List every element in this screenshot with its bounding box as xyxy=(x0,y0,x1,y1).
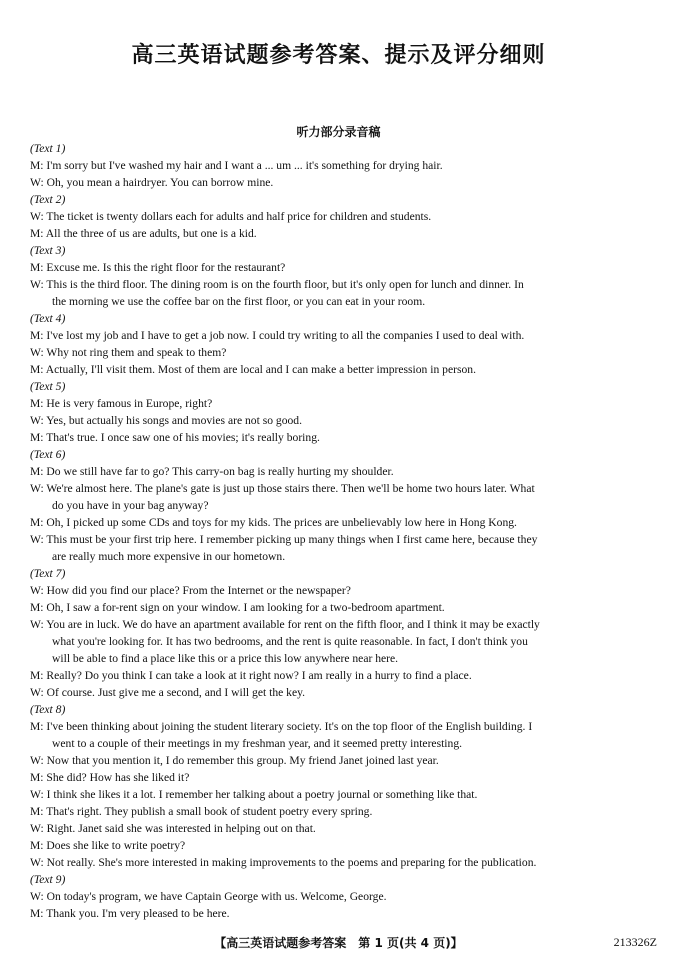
transcript-line: M: All the three of us are adults, but one is a kid. xyxy=(30,227,257,240)
transcript-line: M: Thank you. I'm very pleased to be here. xyxy=(30,907,230,920)
transcript-line: W: I think she likes it a lot. I remember her talking about a poetry journal or something like that. xyxy=(30,788,478,801)
transcript-line: M: She did? How has she liked it? xyxy=(30,771,190,784)
text-number-heading: (Text 8) xyxy=(30,703,66,716)
transcript xyxy=(30,140,652,922)
transcript-line: M: Oh, I picked up some CDs and toys for my kids. The prices are unbelievably low here in Hong Kong. xyxy=(30,516,517,529)
transcript-line: will be able to find a place like this or a price this low anywhere near here. xyxy=(52,652,399,665)
text-number-heading: (Text 5) xyxy=(30,380,66,393)
text-number-heading: (Text 6) xyxy=(30,448,66,461)
transcript-line: went to a couple of their meetings in my freshman year, and it seemed pretty interesting. xyxy=(52,737,463,750)
transcript-line: M: Does she like to write poetry? xyxy=(30,839,186,852)
transcript-line: M: Really? Do you think I can take a look at it right now? I am really in a hurry to find a place. xyxy=(30,669,472,682)
text-number-heading: (Text 7) xyxy=(30,567,66,580)
transcript-line: M: I've been thinking about joining the student literary society. It's on the top floor of the English building. I xyxy=(30,720,533,733)
transcript-line: W: How did you find our place? From the Internet or the newspaper? xyxy=(30,584,351,597)
transcript-line: M: Excuse me. Is this the right floor for the restaurant? xyxy=(30,261,286,274)
transcript-line: W: On today's program, we have Captain George with us. Welcome, George. xyxy=(30,890,387,903)
transcript-line: M: That's true. I once saw one of his movies; it's really boring. xyxy=(30,431,320,444)
text-number-heading: (Text 2) xyxy=(30,193,66,206)
transcript-line: W: This is the third floor. The dining room is on the fourth floor, but it's only open for lunch and dinner. In xyxy=(30,278,524,291)
transcript-line: W: You are in luck. We do have an apartment available for rent on the fifth floor, and I think it may be exactly xyxy=(30,618,540,631)
text-number-heading: (Text 3) xyxy=(30,244,66,257)
transcript-line: the morning we use the coffee bar on the first floor, or you can eat in your room. xyxy=(52,295,426,308)
transcript-line: M: Do we still have far to go? This carry-on bag is really hurting my shoulder. xyxy=(30,465,394,478)
page-title: 高三英语试题参考答案、提示及评分细则 xyxy=(131,43,546,68)
page-footer: 【高三英语试题参考答案 第 1 页(共 4 页)】 xyxy=(214,936,463,950)
transcript-line: what you're looking for. It has two bedrooms, and the rent is quite reasonable. In fact, I don't think you xyxy=(52,635,528,648)
transcript-line: W: Oh, you mean a hairdryer. You can borrow mine. xyxy=(30,176,274,189)
transcript-line: are really much more expensive in our hometown. xyxy=(52,550,286,563)
transcript-line: W: The ticket is twenty dollars each for adults and half price for children and students. xyxy=(30,210,432,223)
text-number-heading: (Text 9) xyxy=(30,873,66,886)
transcript-line: W: This must be your first trip here. I remember picking up many things when I first came here, because they xyxy=(30,533,538,546)
transcript-line: M: I've lost my job and I have to get a job now. I could try writing to all the companies I used to deal with. xyxy=(30,329,525,342)
transcript-line: W: Of course. Just give me a second, and I will get the key. xyxy=(30,686,306,699)
transcript-line: W: Now that you mention it, I do remember this group. My friend Janet joined last year. xyxy=(30,754,439,767)
section-heading: 听力部分录音稿 xyxy=(296,125,381,139)
document-code: 213326Z xyxy=(613,935,657,949)
transcript-line: W: Not really. She's more interested in making improvements to the poems and preparing for the publication. xyxy=(30,856,537,869)
transcript-line: W: We're almost here. The plane's gate is just up those stairs there. Then we'll be home two hours later. What xyxy=(30,482,535,495)
transcript-line: M: Oh, I saw a for-rent sign on your window. I am looking for a two-bedroom apartment. xyxy=(30,601,445,614)
text-number-heading: (Text 4) xyxy=(30,312,66,325)
transcript-line: M: He is very famous in Europe, right? xyxy=(30,397,213,410)
transcript-line: W: Right. Janet said she was interested in helping out on that. xyxy=(30,822,316,835)
transcript-line: do you have in your bag anyway? xyxy=(52,499,209,512)
transcript-line: W: Yes, but actually his songs and movies are not so good. xyxy=(30,414,302,427)
transcript-line: M: I'm sorry but I've washed my hair and I want a ... um ... it's something for drying hair. xyxy=(30,159,443,172)
text-number-heading: (Text 1) xyxy=(30,142,66,155)
transcript-line: W: Why not ring them and speak to them? xyxy=(30,346,227,359)
transcript-line: M: Actually, I'll visit them. Most of them are local and I can make a better impression in person. xyxy=(30,363,476,376)
transcript-line: M: That's right. They publish a small book of student poetry every spring. xyxy=(30,805,373,818)
